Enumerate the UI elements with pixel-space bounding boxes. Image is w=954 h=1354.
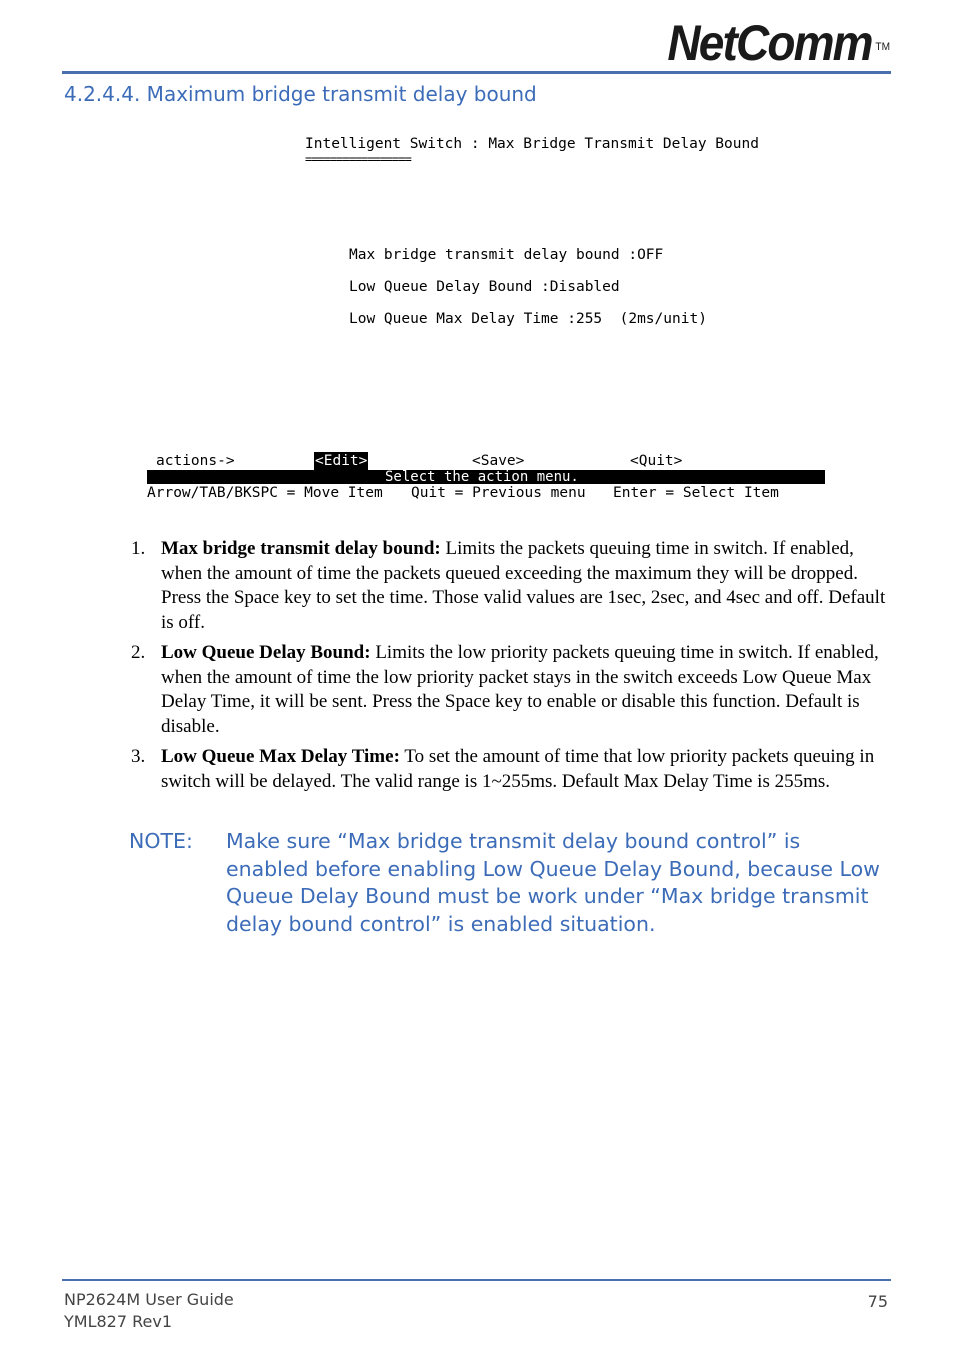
page-number: 75 <box>867 1292 888 1311</box>
field-low-queue-delay-bound[interactable]: Low Queue Delay Bound :Disabled <box>349 279 620 295</box>
item-number: 3. <box>131 746 146 767</box>
list-item <box>131 745 891 794</box>
header-rule <box>62 71 891 74</box>
section-title: 4.2.4.4. Maximum bridge transmit delay bound <box>64 82 537 106</box>
netcomm-logo <box>667 15 890 71</box>
footer-revision: YML827 Rev1 <box>64 1312 173 1331</box>
field-description-list <box>131 537 891 800</box>
item-number: 1. <box>131 538 146 559</box>
help-quit: Quit = Previous menu <box>411 485 586 501</box>
item-term: Low Queue Max Delay Time: <box>161 746 400 767</box>
footer-info <box>64 1289 234 1333</box>
item-text: Limits the low priority packets queuing time in switch. If enabled, when the amount of time the low priority packet stays in the switch exceeds Low Queue Max Delay Time, it will be sent. Press the Space key to enable or disable this function. Default is disable. <box>161 642 879 737</box>
item-term: Max bridge transmit delay bound: <box>161 538 441 559</box>
list-item <box>131 641 891 739</box>
save-action[interactable]: <Save> <box>472 453 525 469</box>
field-low-queue-max-delay-time[interactable]: Low Queue Max Delay Time :255 (2ms/unit) <box>349 311 707 327</box>
terminal-title-underline: ================= <box>305 152 411 166</box>
status-bar <box>147 470 825 484</box>
item-number: 2. <box>131 642 146 663</box>
footer-rule <box>62 1279 891 1281</box>
logo-trademark: TM <box>875 41 890 53</box>
footer-guide-title: NP2624M User Guide <box>64 1290 234 1309</box>
terminal-title: Intelligent Switch : Max Bridge Transmit Delay Bound <box>305 136 759 152</box>
actions-label: actions-> <box>156 453 235 469</box>
edit-action[interactable]: <Edit> <box>315 453 368 469</box>
status-text: Select the action menu. <box>385 469 579 485</box>
help-move: Arrow/TAB/BKSPC = Move Item <box>147 485 383 501</box>
list-item <box>131 537 891 635</box>
help-enter: Enter = Select Item <box>613 485 779 501</box>
item-term: Low Queue Delay Bound: <box>161 642 371 663</box>
actions-row <box>156 452 836 470</box>
quit-action[interactable]: <Quit> <box>630 453 683 469</box>
item-text: Limits the packets queuing time in switch. If enabled, when the amount of time the packets queued exceeding the maximum they will be dropped. Press the Space key to set the time. Those valid values are 1sec, 2sec, and 4sec and off. Default is off. <box>161 538 886 633</box>
field-max-bridge-delay[interactable]: Max bridge transmit delay bound :OFF <box>349 247 664 263</box>
note-text: Make sure “Max bridge transmit delay bound control” is enabled before enabling Low Queue Delay Bound, because Low Queue Delay Bound must be work under “Max bridge transmit delay bound control” is enabled situation. <box>226 829 880 936</box>
logo-text: NetComm <box>667 15 872 71</box>
item-text: To set the amount of time that low priority packets queuing in switch will be delayed. The valid range is 1~255ms. Default Max Delay Time is 255ms. <box>161 746 875 792</box>
note-label: NOTE: <box>129 829 193 853</box>
